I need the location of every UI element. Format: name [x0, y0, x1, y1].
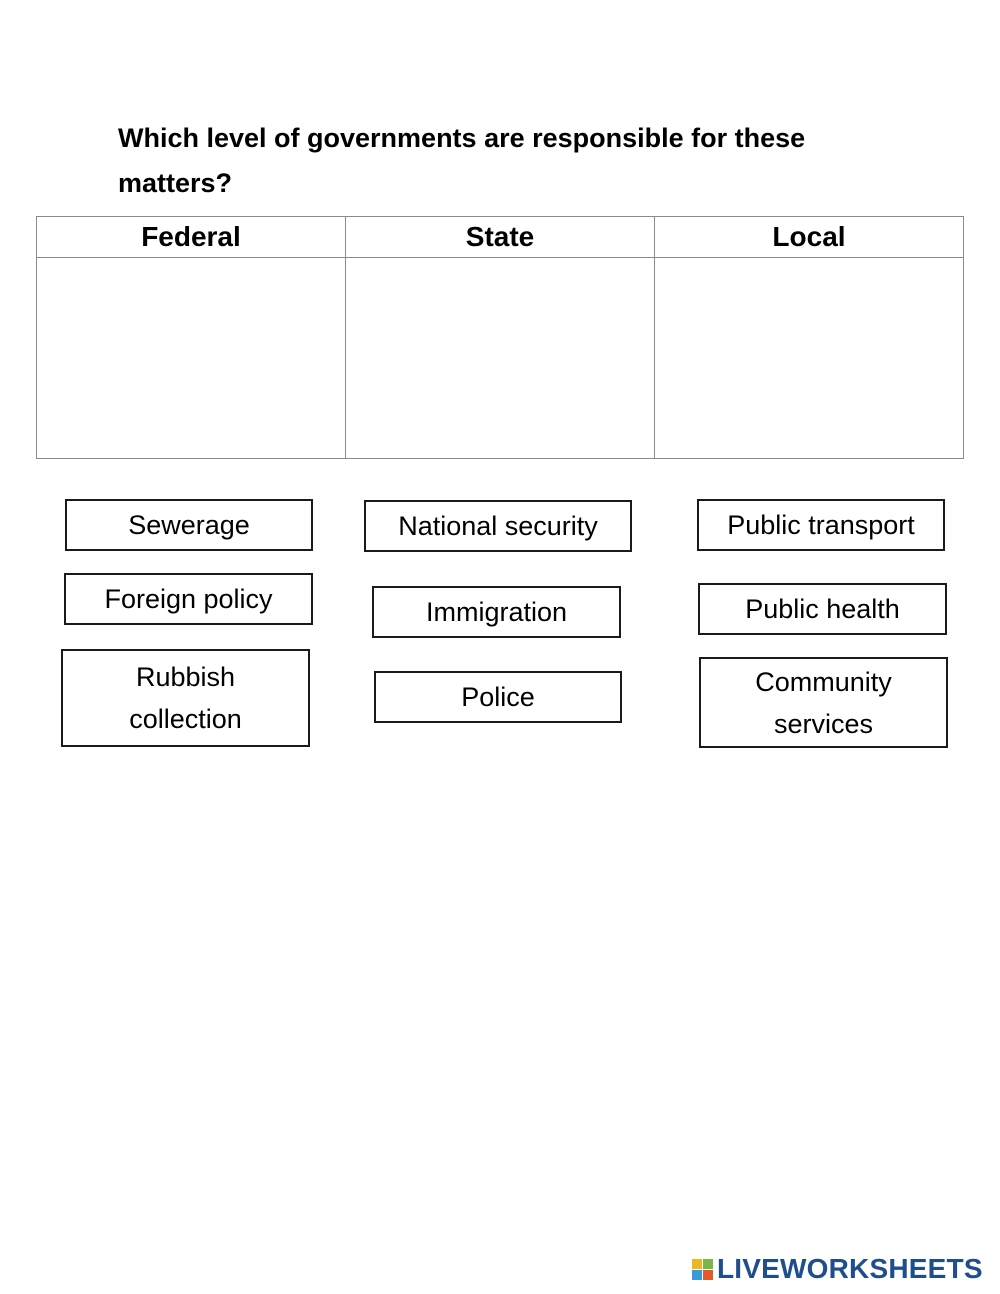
drop-zone-local[interactable]: [655, 258, 964, 459]
card-label: Rubbish: [135, 662, 236, 692]
card-label-line2: services: [773, 708, 874, 739]
drop-zone-state[interactable]: [346, 258, 655, 459]
column-header-federal: Federal: [37, 217, 346, 258]
drag-card-immigration[interactable]: [372, 586, 621, 638]
card-label: Sewerage: [128, 510, 250, 540]
question-text: Which level of governments are responsible for these matters?: [118, 123, 806, 198]
card-label: Public health: [745, 594, 900, 624]
drag-card-rubbish-collection[interactable]: [61, 649, 310, 747]
sorting-table: [36, 216, 964, 459]
card-label: Police: [461, 682, 535, 712]
drag-card-foreign-policy[interactable]: [64, 573, 313, 625]
drag-card-national-security[interactable]: [364, 500, 632, 552]
column-header-state: State: [346, 217, 655, 258]
card-label: Community: [755, 666, 892, 697]
drag-card-public-health[interactable]: [698, 583, 947, 635]
card-label: Immigration: [425, 597, 568, 627]
drag-card-public-transport[interactable]: [697, 499, 945, 551]
drop-zone-federal[interactable]: [37, 258, 346, 459]
brand-name: LIVEWORKSHEETS: [717, 1253, 983, 1284]
drag-card-sewerage[interactable]: [65, 499, 313, 551]
card-label: Public transport: [727, 510, 915, 540]
drag-card-police[interactable]: [374, 671, 622, 723]
liveworksheets-logo-icon: [692, 1259, 713, 1280]
liveworksheets-logo: [692, 1252, 983, 1286]
card-label-line2: collection: [129, 704, 242, 734]
card-label: National security: [398, 511, 598, 541]
drag-card-community-services[interactable]: [699, 657, 948, 748]
column-header-local: Local: [655, 217, 964, 258]
card-label: Foreign policy: [104, 584, 273, 614]
